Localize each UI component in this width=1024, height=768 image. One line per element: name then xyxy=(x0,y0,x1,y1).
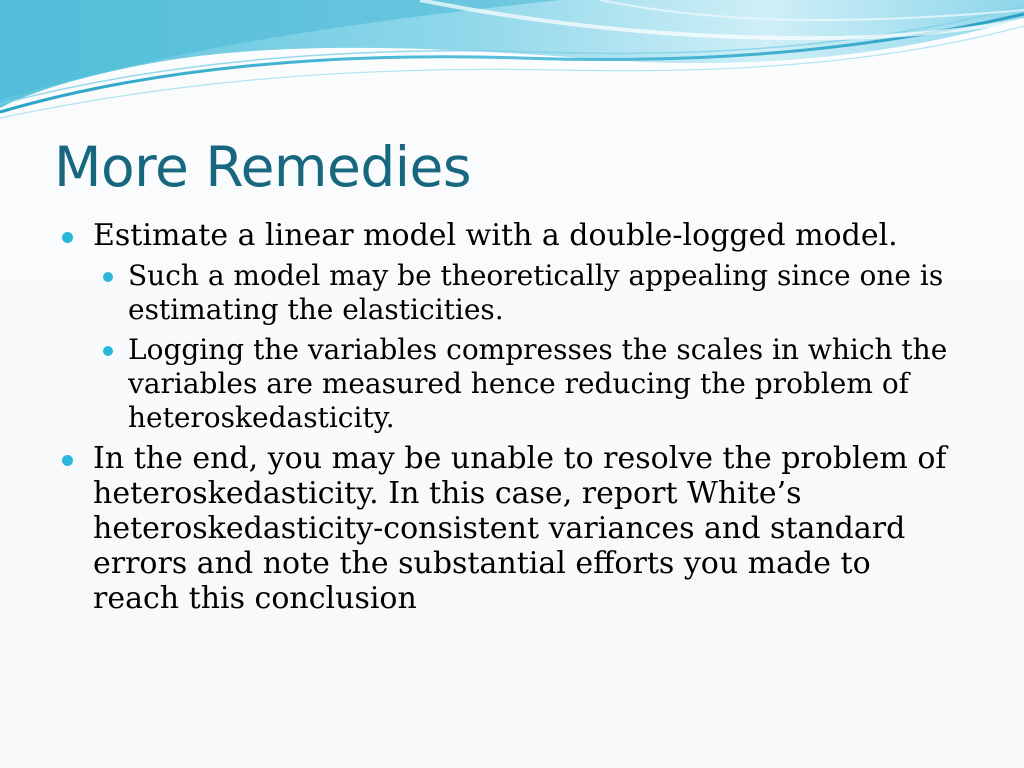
bullet-list xyxy=(62,218,962,620)
bullet-text: Estimate a linear model with a double-logged model. xyxy=(93,218,898,253)
sub-bullet-item xyxy=(103,333,962,435)
sub-bullet-item xyxy=(103,259,962,327)
bullet-dot-icon xyxy=(62,232,73,243)
bullet-dot-icon xyxy=(103,346,113,356)
bullet-item xyxy=(62,218,962,253)
bullet-dot-icon xyxy=(62,455,73,466)
sub-bullet-text: Logging the variables compresses the scales in which the variables are measured hence reducing the problem of heteroskedasticity. xyxy=(128,333,948,434)
slide-title: More Remedies xyxy=(54,135,472,199)
sub-bullet-text: Such a model may be theoretically appealing since one is estimating the elasticities. xyxy=(128,259,944,326)
sub-bullet-list xyxy=(103,259,962,435)
bullet-item xyxy=(62,441,962,616)
bullet-dot-icon xyxy=(103,272,113,282)
sub-bullet-group xyxy=(62,259,962,435)
header-wave-decoration xyxy=(0,0,1024,130)
bullet-text: In the end, you may be unable to resolve the problem of heteroskedasticity. In this case, report White’s heteroskedasticity-consistent variances and standard errors and note the substantial efforts you made to reach this conclusion xyxy=(93,441,947,616)
